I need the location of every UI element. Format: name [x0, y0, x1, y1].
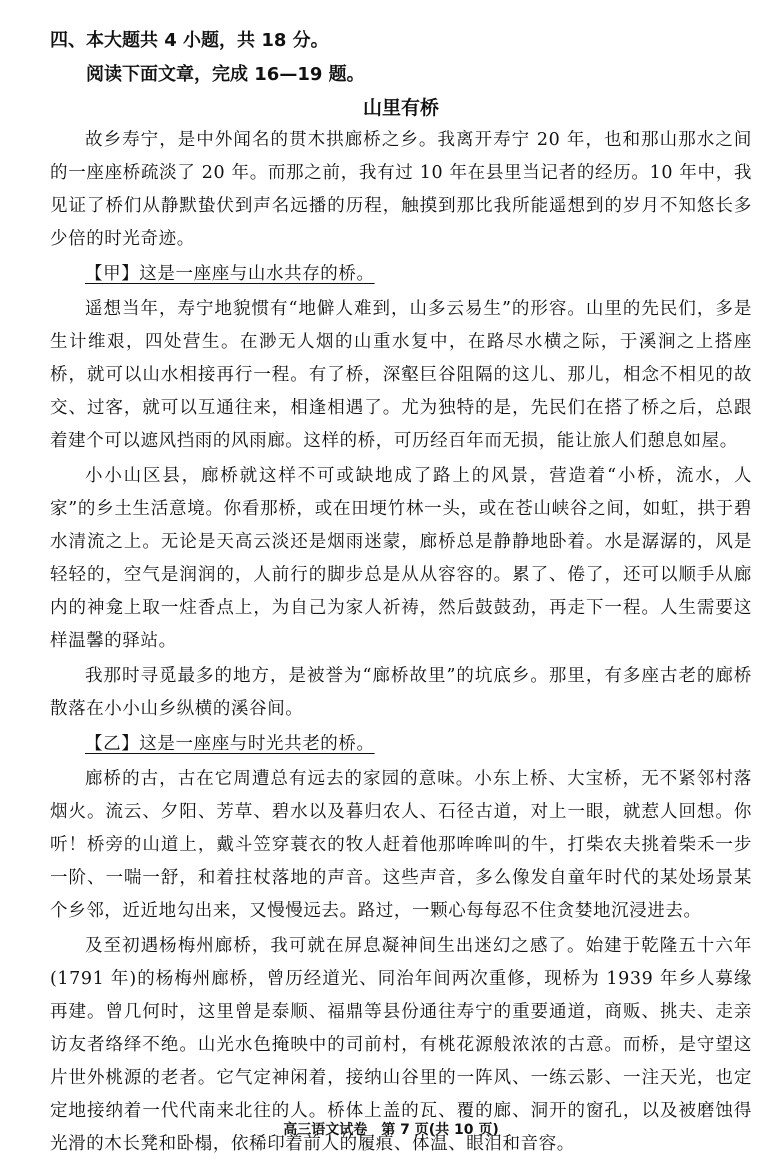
section-marker-jia — [50, 258, 752, 291]
section-marker-yi — [50, 728, 752, 761]
reading-instruction: 阅读下面文章，完成 16—19 题。 — [86, 64, 365, 85]
section-marker-yi-text: 【乙】这是一座座与时光共老的桥。 — [85, 734, 375, 754]
section-marker-jia-text: 【甲】这是一座座与山水共存的桥。 — [85, 264, 375, 284]
paragraph-yi-1: 廊桥的古，古在它周遭总有远去的家园的意味。小东上桥、大宝桥，无不紧邻村落烟火。流云、夕阳、芳草、碧水以及暮归农人、石径古道，对上一眼，就惹人回想。你听！桥旁的山道上，戴斗笠穿蓑衣的牧人赶着他那哞哞叫的牛，打柴农夫挑着柴禾一步一阶、一喘一舒，和着拄杖落地的声音。这些声音，多么像发自童年时代的某处场景某个乡邻，近近地勾出来，又慢慢远去。路过，一颗心每每忍不住贪婪地沉浸进去。 — [50, 769, 752, 921]
paragraph-jia-2: 小小山区县，廊桥就这样不可或缺地成了路上的风景，营造着“小桥，流水，人家”的乡土生活意境。你看那桥，或在田埂竹林一头，或在苍山峡谷之间，如虹，拱于碧水清流之上。无论是天高云淡还是烟雨迷蒙，廊桥总是静静地卧着。水是潺潺的，风是轻轻的，空气是润润的，人前行的脚步总是从从容容的。累了、倦了，还可以顺手从廊内的神龛上取一炷香点上，为自己为家人祈祷，然后鼓鼓劲，再走下一程。人生需要这样温馨的驿站。 — [50, 466, 752, 651]
paragraph-yi-2: 及至初遇杨梅州廊桥，我可就在屏息凝神间生出迷幻之感了。始建于乾隆五十六年(1791 年)的杨梅州廊桥，曾历经道光、同治年间两次重修，现桥为 1939 年乡人募缘再建。曾几何时，这里曾是泰顺、福鼎等县份通往寿宁的重要通道，商贩、挑夫、走亲访友者络绎不绝。山光水色掩映中的司前村，有桃花源般浓浓的古意。而桥，是守望这片世外桃源的老者。它气定神闲着，接纳山谷里的一阵风、一练云影、一注天光，也定定地接纳着一代代南来北往的人。桥体上盖的瓦、覆的廊、洞开的窗孔，以及被磨蚀得光滑的木长凳和卧榻，依稀印着前人的履痕、体温、眼泪和音容。 — [50, 936, 752, 1154]
section-heading: 四、本大题共 4 小题，共 18 分。 — [50, 30, 329, 51]
paragraph-jia-1: 遥想当年，寿宁地貌惯有“地僻人难到，山多云易生”的形容。山里的先民们，多是生计维艰，四处营生。在渺无人烟的山重水复中，在路尽水横之际，于溪涧之上搭座桥，就可以山水相接再行一程。有了桥，深壑巨谷阻隔的这儿、那儿，相念不相见的故交、过客，就可以互通往来，相逢相遇了。尤为独特的是，先民们在搭了桥之后，总跟着建个可以遮风挡雨的风雨廊。这样的桥，可历经百年而无损，能让旅人们憩息如屋。 — [50, 299, 752, 451]
article-intro-paragraph: 故乡寿宁，是中外闻名的贯木拱廊桥之乡。我离开寿宁 20 年，也和那山那水之间的一座座桥疏淡了 20 年。而那之前，我有过 10 年在县里当记者的经历。10 年中，我见证了桥们从静默蛰伏到声名远播的历程，触摸到那比我所能遥想到的岁月不知悠长多少倍的时光奇迹。 — [50, 130, 752, 249]
article-title: 山里有桥 — [362, 97, 439, 119]
page-footer: 高三语文试卷 第 7 页(共 10 页) — [283, 1122, 499, 1138]
paragraph-jia-3: 我那时寻觅最多的地方，是被誉为“廊桥故里”的坑底乡。那里，有多座古老的廊桥散落在小小山乡纵横的溪谷间。 — [50, 666, 752, 719]
